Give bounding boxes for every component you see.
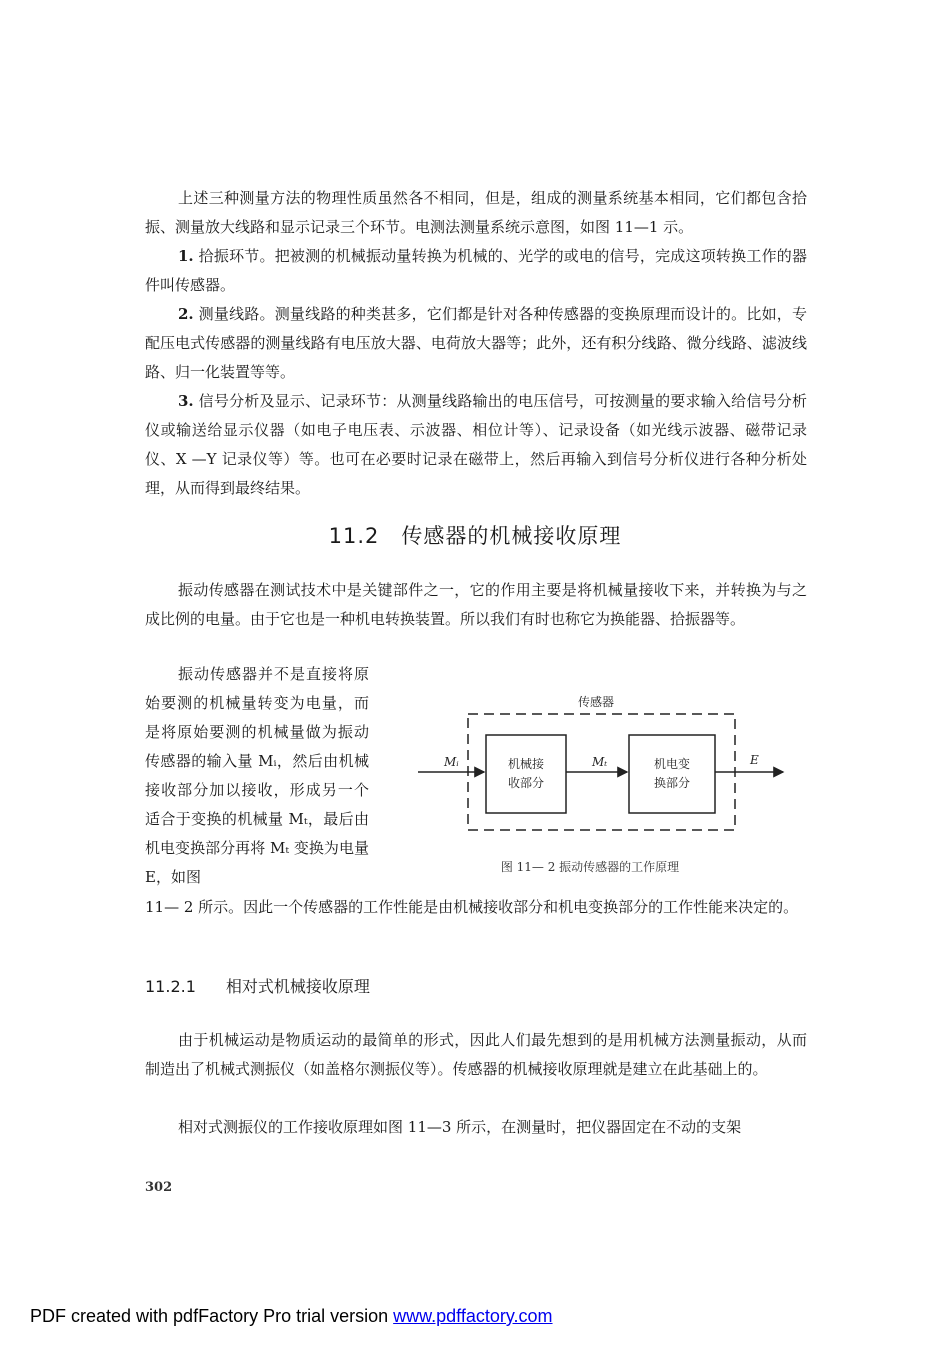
block2-line1: 机电变	[653, 757, 691, 771]
item-number: 1.	[178, 247, 194, 265]
paragraph-item-1	[145, 242, 807, 300]
paragraph-item-3	[145, 387, 807, 503]
paragraph-intro: 上述三种测量方法的物理性质虽然各不相同，但是，组成的测量系统基本相同，它们都包含拾振、测量放大线路和显示记录三个环节。电测法测量系统示意图，如图 11—1 示。	[145, 189, 807, 236]
paragraph-sensor-intro: 振动传感器在测试技术中是关键部件之一，它的作用主要是将机械量接收下来，并转换为与之成比例的电量。由于它也是一种机电转换装置。所以我们有时也称它为换能器、拾振器等。	[145, 581, 807, 628]
subsection-heading	[145, 974, 370, 997]
middle-label: Mₜ	[592, 755, 608, 769]
sensor-block-diagram	[400, 680, 800, 880]
pdf-footer	[30, 1306, 553, 1327]
paragraph-wrapped-continuation: 11— 2 所示。因此一个传感器的工作性能是由机械接收部分和机电变换部分的工作性能来决定的。	[145, 898, 799, 916]
section-number: 11.2	[328, 524, 380, 548]
item-text: 信号分析及显示、记录环节：从测量线路输出的电压信号，可按测量的要求输入给信号分析仪或输送给显示仪器（如电子电压表、示波器、相位计等）、记录设备（如光线示波器、磁带记录仪、X —Y 记录仪等）等。也可在必要时记录在磁带上，然后再输入到信号分析仪进行各种分析处理，从而得到最终结果。	[145, 392, 807, 497]
block2-line2: 换部分	[653, 776, 691, 790]
section-heading	[0, 520, 950, 550]
paragraph-item-2	[145, 300, 807, 387]
item-number: 2.	[178, 305, 194, 323]
paragraph-mechanical-method: 由于机械运动是物质运动的最简单的形式，因此人们最先想到的是用机械方法测量振动，从而制造出了机械式测振仪（如盖格尔测振仪等）。传感器的机械接收原理就是建立在此基础上的。	[145, 1031, 807, 1078]
footer-link[interactable]: www.pdffactory.com	[393, 1306, 553, 1326]
electromechanical-block	[629, 735, 715, 813]
section-title-text: 传感器的机械接收原理	[401, 524, 622, 548]
footer-text: PDF created with pdfFactory Pro trial version	[30, 1306, 394, 1326]
paragraph-wrapped: 振动传感器并不是直接将原始要测的机械量转变为电量，而是将原始要测的机械量做为振动传感器的输入量 Mᵢ，然后由机械接收部分加以接收，形成另一个适合于变换的机械量 Mₜ，最后由机电变换部分再将 Mₜ 变换为电量 E，如图	[145, 665, 369, 886]
paragraph-relative-principle: 相对式测振仪的工作接收原理如图 11—3 所示，在测量时，把仪器固定在不动的支架	[178, 1118, 742, 1136]
figure-caption: 图 11— 2 振动传感器的工作原理	[500, 860, 680, 874]
item-number: 3.	[178, 392, 194, 410]
sensor-label: 传感器	[577, 695, 615, 709]
subsection-title-text: 相对式机械接收原理	[225, 977, 370, 996]
block1-line1: 机械接	[507, 757, 545, 771]
subsection-number: 11.2.1	[145, 977, 196, 996]
item-text: 测量线路。测量线路的种类甚多，它们都是针对各种传感器的变换原理而设计的。比如，专配压电式传感器的测量线路有电压放大器、电荷放大器等；此外，还有积分线路、微分线路、滤波线路、归一化装置等等。	[145, 305, 807, 381]
block1-line2: 收部分	[507, 776, 545, 790]
page-number: 302	[145, 1180, 173, 1195]
mechanical-receive-block	[486, 735, 566, 813]
output-label: E	[750, 753, 759, 767]
item-text: 拾振环节。把被测的机械振动量转换为机械的、光学的或电的信号，完成这项转换工作的器件叫传感器。	[145, 247, 807, 294]
input-label: Mᵢ	[444, 755, 459, 769]
